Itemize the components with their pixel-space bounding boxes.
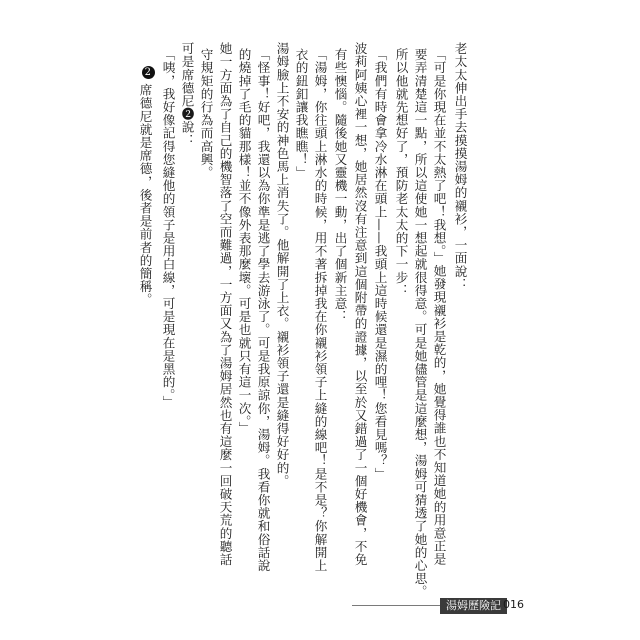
body-line-6: 波莉阿姨心裡一想，她居然沒有注意到這個附帶的證據，以至於又錯過了一個好機會，不免 [352, 42, 368, 566]
body-line-15: 可是席德尼❷說： [179, 42, 195, 147]
footer-rule [352, 605, 448, 606]
body-line-5: 「我們有時會拿冷水淋在頭上——我頭上這時候還是濕的哩！您看見嗎？」 [372, 48, 388, 481]
body-line-1: 老太太伸出手去摸摸湯姆的襯衫，一面說： [452, 42, 468, 291]
body-line-16: 「咦，我好像記得您縫他的領子是用白線，可是現在是黑的。」 [160, 48, 176, 409]
body-line-4: 所以他就先想好了，預防老太太的下一步： [393, 48, 409, 297]
body-line-2: 「可是你現在並不太熱了吧！我想。」她發現襯衫是乾的，她覺得誰也不知道她的用意正是 [431, 48, 447, 566]
body-line-3: 要弄清楚這一點，所以這使她一想起就很得意。可是她儘管是這麼想，湯姆可猜透了她的心思。 [412, 48, 428, 599]
body-line-13: 她一方面為了自己的機智落了空而難過，一方面又為了湯姆居然也有這麼一回破天荒的聽話 [217, 42, 233, 566]
body-line-10: 湯姆臉上不安的神色馬上消失了。他解開了上衣。襯衫領子還是縫得好好的。 [274, 42, 290, 488]
body-line-8: 「湯姆，你往頭上淋水的時候，用不著拆掉我在你襯衫領子上縫的線吧！是不是？你解開上 [312, 48, 328, 572]
footnote-text: 席德尼就是席德，後者是前者的簡稱。 [137, 83, 153, 307]
footnote-marker: 2 [142, 66, 155, 79]
body-line-11: 「怪事！好吧，我還以為你準是逃了學去游泳了。可是我原諒你，湯姆。我看你就和俗話說 [255, 48, 271, 572]
body-line-12: 的燒掉了毛的貓那樣！並不像外表那麼壞。可是也就只有這一次。」 [236, 48, 252, 435]
body-line-14: 守規矩的行為而高興。 [198, 48, 214, 179]
page-number: 016 [503, 598, 524, 611]
page-footer [0, 596, 640, 616]
footnote [138, 66, 155, 606]
book-title: 湯姆歷險記 [440, 598, 507, 614]
body-line-7: 有些懊惱。隨後她又靈機一動，出了個新主意： [332, 48, 348, 324]
body-line-9: 衣的鈕釦讓我瞧瞧！」 [293, 48, 309, 179]
